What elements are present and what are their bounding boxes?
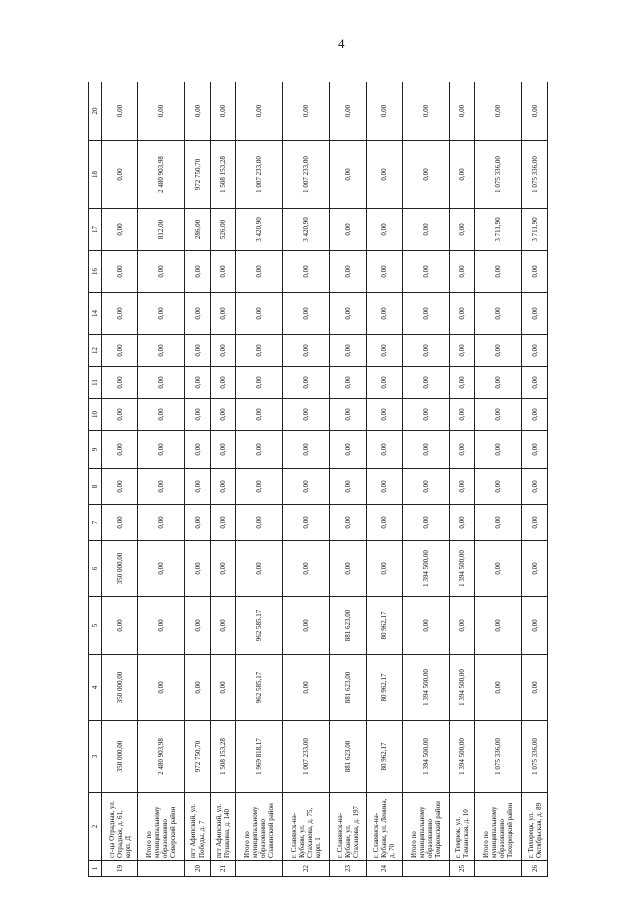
value-cell: 0,00 bbox=[475, 251, 522, 293]
value-cell: 0,00 bbox=[236, 541, 283, 597]
value-cell: 0,00 bbox=[402, 399, 449, 431]
row-number-cell: 19 bbox=[102, 861, 138, 877]
header-cell: 5 bbox=[89, 597, 102, 655]
value-cell: 0,00 bbox=[210, 367, 236, 399]
value-cell: 526,00 bbox=[210, 209, 236, 251]
value-cell: 0,00 bbox=[475, 293, 522, 335]
value-cell: 0,00 bbox=[102, 82, 138, 141]
value-cell: 0,00 bbox=[449, 335, 475, 367]
value-cell: 0,00 bbox=[283, 597, 330, 655]
value-cell: 0,00 bbox=[522, 293, 548, 335]
table-row bbox=[236, 82, 283, 877]
value-cell: 0,00 bbox=[236, 293, 283, 335]
data-table bbox=[88, 82, 548, 877]
value-cell: 0,00 bbox=[210, 82, 236, 141]
row-number-cell: 25 bbox=[449, 861, 475, 877]
table-row bbox=[138, 82, 185, 877]
value-cell: 881 623,00 bbox=[330, 597, 366, 655]
value-cell: 0,00 bbox=[138, 469, 185, 505]
value-cell: 0,00 bbox=[330, 293, 366, 335]
value-cell: 0,00 bbox=[522, 469, 548, 505]
value-cell: 0,00 bbox=[330, 141, 366, 209]
header-cell: 6 bbox=[89, 541, 102, 597]
value-cell: 0,00 bbox=[522, 367, 548, 399]
value-cell: 1 394 500,00 bbox=[402, 721, 449, 793]
value-cell: 962 585,17 bbox=[236, 597, 283, 655]
value-cell: 1 969 818,17 bbox=[236, 721, 283, 793]
value-cell: 0,00 bbox=[138, 399, 185, 431]
value-cell: 1 075 336,00 bbox=[522, 141, 548, 209]
value-cell: 881 623,00 bbox=[330, 721, 366, 793]
value-cell: 0,00 bbox=[475, 82, 522, 141]
address-cell: г. Славянск-на-Кубани, ул. Стаханова, д. 75, корп. 1 bbox=[283, 793, 330, 861]
value-cell: 0,00 bbox=[185, 251, 211, 293]
header-cell: 4 bbox=[89, 655, 102, 721]
value-cell: 1 394 500,00 bbox=[449, 541, 475, 597]
header-cell: 10 bbox=[89, 399, 102, 431]
value-cell: 0,00 bbox=[138, 82, 185, 141]
value-cell: 2 480 903,98 bbox=[138, 141, 185, 209]
value-cell: 0,00 bbox=[236, 431, 283, 469]
value-cell: 0,00 bbox=[522, 335, 548, 367]
value-cell: 0,00 bbox=[522, 541, 548, 597]
value-cell: 0,00 bbox=[283, 431, 330, 469]
value-cell: 1 394 500,00 bbox=[449, 721, 475, 793]
row-number-cell: 20 bbox=[185, 861, 211, 877]
value-cell: 2 480 903,98 bbox=[138, 721, 185, 793]
value-cell: 0,00 bbox=[283, 505, 330, 541]
value-cell: 0,00 bbox=[330, 469, 366, 505]
address-cell: пгт Афипский, ул. Победы, д. 7 bbox=[185, 793, 211, 861]
value-cell: 0,00 bbox=[210, 335, 236, 367]
value-cell: 0,00 bbox=[402, 141, 449, 209]
value-cell: 0,00 bbox=[449, 469, 475, 505]
value-cell: 0,00 bbox=[366, 209, 402, 251]
value-cell: 0,00 bbox=[330, 251, 366, 293]
value-cell: 0,00 bbox=[185, 469, 211, 505]
value-cell: 0,00 bbox=[402, 367, 449, 399]
value-cell: 0,00 bbox=[475, 655, 522, 721]
value-cell: 0,00 bbox=[236, 335, 283, 367]
value-cell: 0,00 bbox=[449, 251, 475, 293]
value-cell: 0,00 bbox=[366, 82, 402, 141]
value-cell: 0,00 bbox=[283, 469, 330, 505]
value-cell: 0,00 bbox=[138, 431, 185, 469]
value-cell: 80 962,17 bbox=[366, 655, 402, 721]
value-cell: 0,00 bbox=[102, 251, 138, 293]
value-cell: 0,00 bbox=[236, 399, 283, 431]
row-number-cell: 26 bbox=[522, 861, 548, 877]
table-row bbox=[330, 82, 366, 877]
value-cell: 0,00 bbox=[185, 431, 211, 469]
header-cell: 2 bbox=[89, 793, 102, 861]
value-cell: 0,00 bbox=[185, 335, 211, 367]
row-number-cell: 24 bbox=[366, 861, 402, 877]
value-cell: 0,00 bbox=[138, 655, 185, 721]
value-cell: 1 394 500,00 bbox=[402, 655, 449, 721]
value-cell: 1 075 336,00 bbox=[475, 141, 522, 209]
value-cell: 0,00 bbox=[330, 335, 366, 367]
address-cell: г. Тихорецк, ул. Октябрьская, д. 89 bbox=[522, 793, 548, 861]
value-cell: 350 000,00 bbox=[102, 721, 138, 793]
value-cell: 0,00 bbox=[185, 82, 211, 141]
value-cell: 0,00 bbox=[449, 399, 475, 431]
value-cell: 0,00 bbox=[138, 293, 185, 335]
value-cell: 0,00 bbox=[283, 367, 330, 399]
value-cell: 0,00 bbox=[475, 597, 522, 655]
value-cell: 0,00 bbox=[330, 367, 366, 399]
value-cell: 0,00 bbox=[402, 209, 449, 251]
rotated-table-container bbox=[88, 82, 548, 877]
value-cell: 0,00 bbox=[102, 505, 138, 541]
address-cell: пгт Афипский, ул. Пушкина, д. 140 bbox=[210, 793, 236, 861]
value-cell: 0,00 bbox=[102, 209, 138, 251]
value-cell: 0,00 bbox=[210, 541, 236, 597]
address-cell: г. Славянск-на-Кубани, ул. Ленина, д. 70 bbox=[366, 793, 402, 861]
value-cell: 0,00 bbox=[366, 141, 402, 209]
value-cell: 350 000,00 bbox=[102, 655, 138, 721]
row-number-cell bbox=[138, 861, 185, 877]
value-cell: 0,00 bbox=[283, 251, 330, 293]
value-cell: 0,00 bbox=[185, 399, 211, 431]
value-cell: 0,00 bbox=[330, 541, 366, 597]
value-cell: 812,00 bbox=[138, 209, 185, 251]
value-cell: 0,00 bbox=[185, 293, 211, 335]
value-cell: 972 750,70 bbox=[185, 141, 211, 209]
value-cell: 0,00 bbox=[366, 367, 402, 399]
value-cell: 0,00 bbox=[449, 431, 475, 469]
value-cell: 80 962,17 bbox=[366, 597, 402, 655]
header-cell: 11 bbox=[89, 367, 102, 399]
value-cell: 0,00 bbox=[102, 335, 138, 367]
value-cell: 3 420,90 bbox=[283, 209, 330, 251]
value-cell: 0,00 bbox=[185, 541, 211, 597]
value-cell: 0,00 bbox=[402, 335, 449, 367]
row-number-cell bbox=[236, 861, 283, 877]
value-cell: 0,00 bbox=[366, 541, 402, 597]
value-cell: 0,00 bbox=[366, 505, 402, 541]
value-cell: 1 075 336,00 bbox=[475, 721, 522, 793]
value-cell: 0,00 bbox=[402, 293, 449, 335]
value-cell: 0,00 bbox=[185, 597, 211, 655]
header-cell: 17 bbox=[89, 209, 102, 251]
header-cell: 3 bbox=[89, 721, 102, 793]
row-number-cell bbox=[402, 861, 449, 877]
value-cell: 0,00 bbox=[185, 367, 211, 399]
value-cell: 0,00 bbox=[102, 141, 138, 209]
value-cell: 0,00 bbox=[283, 541, 330, 597]
value-cell: 0,00 bbox=[330, 431, 366, 469]
value-cell: 0,00 bbox=[522, 431, 548, 469]
value-cell: 0,00 bbox=[210, 597, 236, 655]
value-cell: 0,00 bbox=[449, 209, 475, 251]
table-row bbox=[210, 82, 236, 877]
value-cell: 3 711,90 bbox=[475, 209, 522, 251]
row-number-cell: 21 bbox=[210, 861, 236, 877]
value-cell: 0,00 bbox=[402, 505, 449, 541]
value-cell: 0,00 bbox=[210, 469, 236, 505]
value-cell: 0,00 bbox=[138, 505, 185, 541]
value-cell: 962 585,17 bbox=[236, 655, 283, 721]
value-cell: 1 394 500,00 bbox=[449, 655, 475, 721]
value-cell: 0,00 bbox=[236, 82, 283, 141]
value-cell: 0,00 bbox=[185, 655, 211, 721]
value-cell: 1 508 153,28 bbox=[210, 141, 236, 209]
address-cell: Итого по муниципальному образованию Темрюкский район bbox=[402, 793, 449, 861]
value-cell: 0,00 bbox=[330, 505, 366, 541]
value-cell: 0,00 bbox=[138, 367, 185, 399]
value-cell: 0,00 bbox=[475, 505, 522, 541]
table-row bbox=[522, 82, 548, 877]
row-number-cell: 23 bbox=[330, 861, 366, 877]
value-cell: 0,00 bbox=[522, 399, 548, 431]
value-cell: 0,00 bbox=[330, 209, 366, 251]
table-viewport bbox=[88, 82, 548, 877]
value-cell: 0,00 bbox=[366, 251, 402, 293]
value-cell: 0,00 bbox=[185, 505, 211, 541]
value-cell: 0,00 bbox=[330, 82, 366, 141]
value-cell: 3 711,90 bbox=[522, 209, 548, 251]
value-cell: 0,00 bbox=[449, 367, 475, 399]
value-cell: 0,00 bbox=[210, 251, 236, 293]
value-cell: 0,00 bbox=[283, 82, 330, 141]
value-cell: 0,00 bbox=[210, 431, 236, 469]
address-cell: Итого по муниципальному образованию Северский район bbox=[138, 793, 185, 861]
value-cell: 0,00 bbox=[102, 469, 138, 505]
value-cell: 972 750,70 bbox=[185, 721, 211, 793]
value-cell: 0,00 bbox=[449, 505, 475, 541]
value-cell: 0,00 bbox=[283, 655, 330, 721]
header-cell: 16 bbox=[89, 251, 102, 293]
value-cell: 0,00 bbox=[330, 399, 366, 431]
header-cell: 8 bbox=[89, 469, 102, 505]
value-cell: 0,00 bbox=[102, 597, 138, 655]
value-cell: 0,00 bbox=[475, 399, 522, 431]
header-cell: 12 bbox=[89, 335, 102, 367]
table-row bbox=[402, 82, 449, 877]
header-cell: 14 bbox=[89, 293, 102, 335]
value-cell: 0,00 bbox=[449, 293, 475, 335]
value-cell: 1 508 153,28 bbox=[210, 721, 236, 793]
value-cell: 0,00 bbox=[475, 541, 522, 597]
value-cell: 0,00 bbox=[102, 293, 138, 335]
header-cell: 7 bbox=[89, 505, 102, 541]
value-cell: 0,00 bbox=[366, 431, 402, 469]
table-row bbox=[449, 82, 475, 877]
value-cell: 1 007 233,00 bbox=[283, 141, 330, 209]
value-cell: 0,00 bbox=[102, 367, 138, 399]
value-cell: 0,00 bbox=[402, 469, 449, 505]
address-cell: г. Славянск-на-Кубани, ул. Стаханова, д. 197 bbox=[330, 793, 366, 861]
value-cell: 0,00 bbox=[138, 541, 185, 597]
value-cell: 0,00 bbox=[522, 505, 548, 541]
value-cell: 80 962,17 bbox=[366, 721, 402, 793]
table-row bbox=[366, 82, 402, 877]
value-cell: 0,00 bbox=[283, 399, 330, 431]
table-row bbox=[283, 82, 330, 877]
table-row bbox=[102, 82, 138, 877]
value-cell: 1 394 500,00 bbox=[402, 541, 449, 597]
value-cell: 0,00 bbox=[522, 597, 548, 655]
value-cell: 881 623,00 bbox=[330, 655, 366, 721]
value-cell: 0,00 bbox=[366, 293, 402, 335]
value-cell: 0,00 bbox=[475, 469, 522, 505]
value-cell: 3 420,90 bbox=[236, 209, 283, 251]
value-cell: 0,00 bbox=[236, 251, 283, 293]
value-cell: 0,00 bbox=[210, 399, 236, 431]
value-cell: 0,00 bbox=[283, 335, 330, 367]
value-cell: 0,00 bbox=[366, 399, 402, 431]
value-cell: 1 007 233,00 bbox=[236, 141, 283, 209]
value-cell: 1 075 336,00 bbox=[522, 721, 548, 793]
page-number: 4 bbox=[338, 36, 345, 51]
value-cell: 0,00 bbox=[210, 505, 236, 541]
header-row bbox=[89, 82, 102, 877]
value-cell: 0,00 bbox=[138, 335, 185, 367]
value-cell: 0,00 bbox=[402, 431, 449, 469]
value-cell: 0,00 bbox=[449, 82, 475, 141]
value-cell: 0,00 bbox=[449, 141, 475, 209]
value-cell: 0,00 bbox=[236, 469, 283, 505]
value-cell: 0,00 bbox=[210, 293, 236, 335]
value-cell: 0,00 bbox=[102, 431, 138, 469]
header-cell: 9 bbox=[89, 431, 102, 469]
value-cell: 0,00 bbox=[475, 367, 522, 399]
address-cell: г. Темрюк, ул. Таманская, д. 10 bbox=[449, 793, 475, 861]
header-cell: 1 bbox=[89, 861, 102, 877]
value-cell: 0,00 bbox=[449, 597, 475, 655]
value-cell: 0,00 bbox=[138, 597, 185, 655]
value-cell: 0,00 bbox=[522, 251, 548, 293]
value-cell: 0,00 bbox=[402, 82, 449, 141]
header-cell: 20 bbox=[89, 82, 102, 141]
value-cell: 0,00 bbox=[366, 469, 402, 505]
value-cell: 0,00 bbox=[210, 655, 236, 721]
value-cell: 0,00 bbox=[522, 655, 548, 721]
header-cell: 18 bbox=[89, 141, 102, 209]
value-cell: 0,00 bbox=[475, 335, 522, 367]
value-cell: 0,00 bbox=[475, 431, 522, 469]
table-row bbox=[475, 82, 522, 877]
value-cell: 0,00 bbox=[366, 335, 402, 367]
value-cell: 0,00 bbox=[102, 399, 138, 431]
value-cell: 0,00 bbox=[402, 597, 449, 655]
value-cell: 0,00 bbox=[402, 251, 449, 293]
value-cell: 0,00 bbox=[522, 82, 548, 141]
address-cell: Итого по муниципальному образованию Тихорецкий район bbox=[475, 793, 522, 861]
table-body bbox=[102, 82, 548, 877]
row-number-cell bbox=[475, 861, 522, 877]
value-cell: 0,00 bbox=[236, 505, 283, 541]
table-row bbox=[185, 82, 211, 877]
row-number-cell: 22 bbox=[283, 861, 330, 877]
value-cell: 350 000,00 bbox=[102, 541, 138, 597]
address-cell: Итого по муниципальному образованию Славянский район bbox=[236, 793, 283, 861]
value-cell: 286,00 bbox=[185, 209, 211, 251]
value-cell: 0,00 bbox=[283, 293, 330, 335]
address-cell: ст-ца Отрадная, ул. Отрадная, д. 61, корп. Д bbox=[102, 793, 138, 861]
value-cell: 0,00 bbox=[236, 367, 283, 399]
value-cell: 0,00 bbox=[138, 251, 185, 293]
value-cell: 1 007 233,00 bbox=[283, 721, 330, 793]
